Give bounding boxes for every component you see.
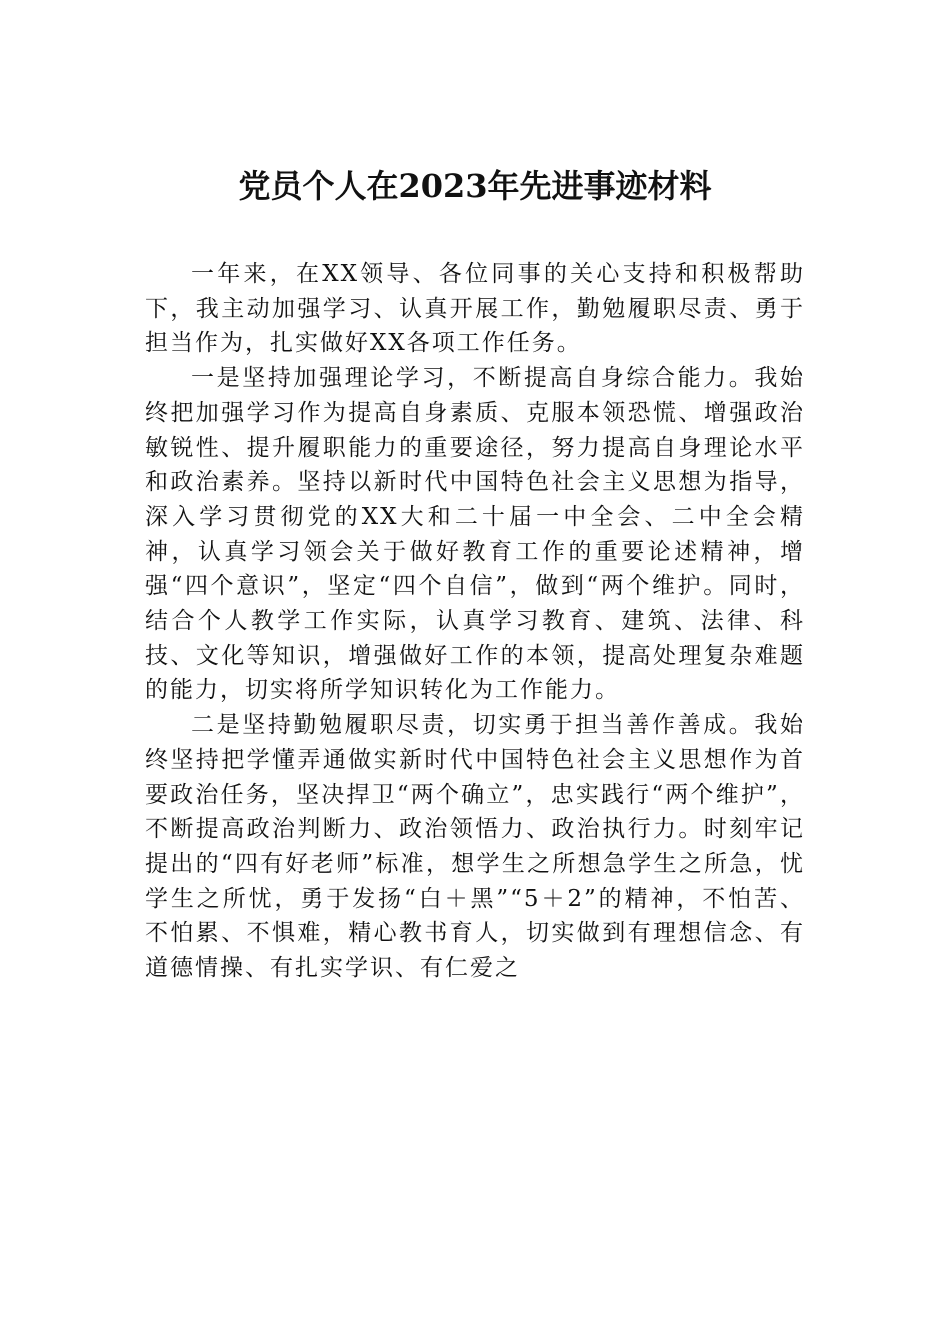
paragraph-duty-performance: 二是坚持勤勉履职尽责，切实勇于担当善作善成。我始终坚持把学懂弄通做实新时代中国特色社会主义思想作为首要政治任务，坚决捍卫“两个确立”，忠实践行“两个维护”，不断提高政治判断力、政治领悟力、政治执行力。时刻牢记提出的“四有好老师”标准，想学生之所想急学生之所急，忧学生之所忧，勇于发扬“白＋黑”“5＋2”的精神，不怕苦、不怕累、不惧难，精心教书育人，切实做到有理想信念、有道德情操、有扎实学识、有仁爱之 [145, 712, 805, 982]
document-title: 党员个人在2023年先进事迹材料 [238, 167, 712, 205]
paragraph-theory-study: 一是坚持加强理论学习，不断提高自身综合能力。我始终把加强学习作为提高自身素质、克服本领恐慌、增强政治敏锐性、提升履职能力的重要途径，努力提高自身理论水平和政治素养。坚持以新时代中国特色社会主义思想为指导，深入学习贯彻党的XX大和二十届一中全会、二中全会精神，认真学习领会关于做好教育工作的重要论述精神，增强“四个意识”，坚定“四个自信”，做到“两个维护。同时，结合个人教学工作实际，认真学习教育、建筑、法律、科技、文化等知识，增强做好工作的本领，提高处理复杂难题的能力，切实将所学知识转化为工作能力。 [145, 365, 805, 704]
paragraph-intro: 一年来，在XX领导、各位同事的关心支持和积极帮助下，我主动加强学习、认真开展工作，勤勉履职尽责、勇于担当作为，扎实做好XX各项工作任务。 [145, 261, 805, 357]
document-body [145, 257, 805, 986]
